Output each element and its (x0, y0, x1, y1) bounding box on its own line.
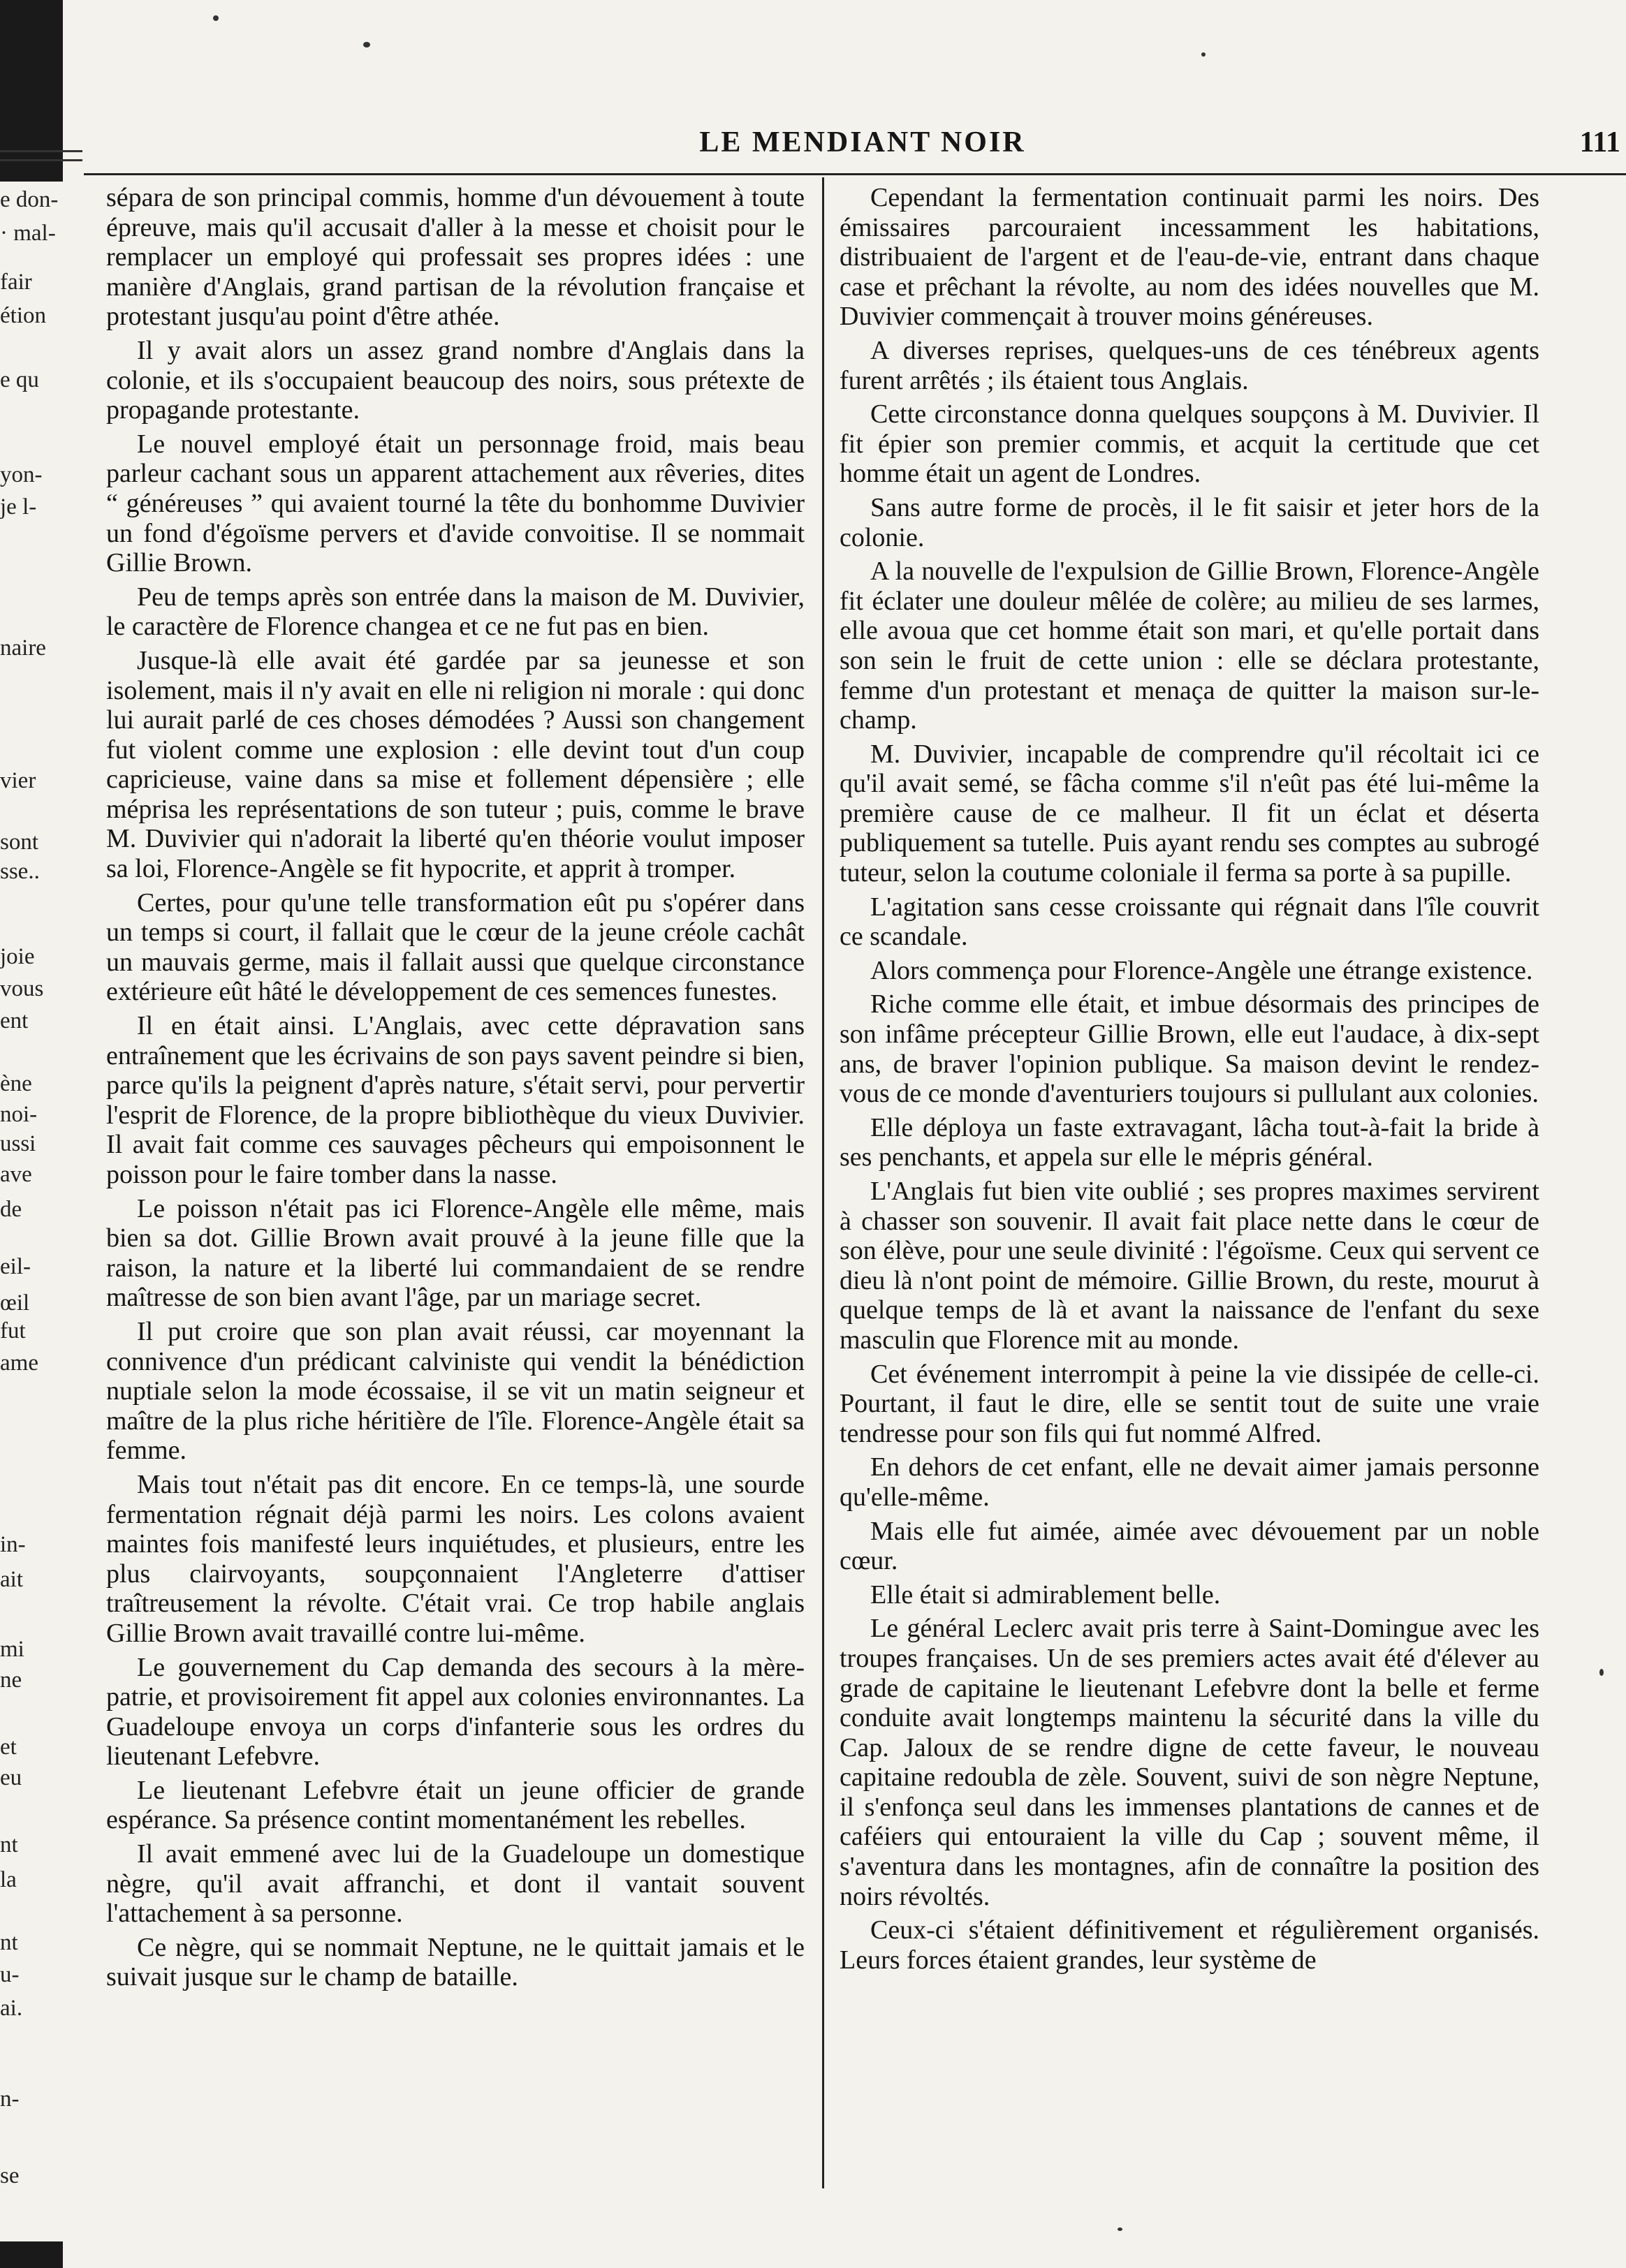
page-number: 111 (1579, 126, 1620, 159)
paragraph: L'agitation sans cesse croissante qui régnait dans l'île couvrit ce scandale. (840, 892, 1539, 952)
previous-page-fragment: œil (0, 1290, 30, 1316)
previous-page-fragment: e don- (0, 187, 59, 212)
previous-page-fragment: ave (0, 1162, 32, 1187)
previous-page-fragment: sse.. (0, 859, 40, 884)
paragraph: L'Anglais fut bien vite oublié ; ses propres maximes servirent à chasser son souvenir. Il avait fait place nette dans le cœur de son élève, pour une seule divinité : l'égoïsme. Ceux qui servent ce dieu là n'ont point de mémoire. Gillie Brown, du reste, mourut à quelque temps de là et avant la naissance de l'enfant du sexe masculin que Florence mit au monde. (840, 1177, 1539, 1355)
paragraph: En dehors de cet enfant, elle ne devait aimer jamais personne qu'elle-même. (840, 1452, 1539, 1512)
previous-page-fragment: ait (0, 1567, 23, 1592)
previous-page-fragment: · mal- (0, 221, 56, 246)
paragraph: Le général Leclerc avait pris terre à Saint-Domingue avec les troupes françaises. Un de ses premiers actes avait été d'élever au grade de capitaine le lieutenant Lefebvre dont la belle et ferme conduite avait longtemps maintenu la sécurité dans la ville du Cap. Jaloux de se rendre digne de cette faveur, le nouveau capitaine redoubla de zèle. Souvent, suivi de son nègre Neptune, il s'enfonça seul dans les immenses plantations de cannes et de caféiers qui entouraient la ville du Cap ; souvent même, il s'aventura dans les montagnes, afin de connaître la position des noirs révoltés. (840, 1614, 1539, 1911)
header-rule (84, 173, 1626, 175)
text-column-left (106, 183, 805, 1996)
paragraph: Jusque-là elle avait été gardée par sa jeunesse et son isolement, mais il n'y avait en elle ni religion ni morale : qui donc lui aurait parlé de ces choses démodées ? Aussi son changement fut violent comme une explosion : elle devint tout d'un coup capricieuse, vaine dans sa mise et follement dépensière ; elle méprisa les représentations de son tuteur ; puis, comme le brave M. Duvivier qui n'adorait la liberté qu'en théorie voulut imposer sa loi, Florence-Angèle se fit hypocrite, et apprit à tromper. (106, 645, 805, 884)
previous-page-fragment: e qu (0, 367, 39, 392)
paragraph: Mais elle fut aimée, aimée avec dévouement par un noble cœur. (840, 1516, 1539, 1576)
paragraph: Il en était ainsi. L'Anglais, avec cette dépravation sans entraînement que les écrivains de son pays savent peindre si bien, parce qu'ils la peignent d'après nature, s'était servi, pour pervertir l'esprit de Florence, de la propre bibliothèque du vieux Duvivier. Il avait fait comme ces sauvages pêcheurs qui empoisonnent le poisson pour le faire tomber dans la nasse. (106, 1011, 805, 1189)
previous-page-fragment: je l- (0, 494, 37, 520)
previous-page-fragment: vous (0, 976, 44, 1001)
paragraph: A diverses reprises, quelques-uns de ces ténébreux agents furent arrêtés ; ils étaient tous Anglais. (840, 335, 1539, 395)
previous-page-fragment: joie (0, 944, 35, 969)
previous-page-fragment: fair (0, 270, 32, 295)
ink-speck (1201, 52, 1206, 57)
paragraph: Riche comme elle était, et imbue désormais des principes de son infâme précepteur Gillie Brown, elle eut l'audace, à dix-sept ans, de braver l'opinion publique. Sa maison devint le rendez-vous de ce monde d'aventuriers toujours si pullulant aux colonies. (840, 989, 1539, 1109)
paragraph: Le nouvel employé était un personnage froid, mais beau parleur cachant sous un apparent attachement aux rêveries, dites “ généreuses ” qui avaient tourné la tête du bonhomme Duvivier un fond d'égoïsme pervers et d'avide convoitise. Il se nommait Gillie Brown. (106, 429, 805, 578)
paragraph: Elle était si admirablement belle. (870, 1580, 1221, 1610)
previous-page-fragment: n- (0, 2086, 20, 2112)
paragraph: M. Duvivier, incapable de comprendre qu'il récoltait ici ce qu'il avait semé, se fâcha comme s'il n'eût pas été lui-même la première cause de ce malheur. Il fit un éclat et déserta publiquement sa tutelle. Puis ayant rendu ses comptes au subrogé tuteur, selon la coutume coloniale il ferma sa porte à sa pupille. (840, 739, 1539, 888)
previous-page-fragment: nt (0, 1832, 18, 1857)
previous-page-fragment: sont (0, 830, 39, 855)
ink-speck (1599, 1669, 1604, 1676)
paragraph: Alors commença pour Florence-Angèle une étrange existence. (870, 955, 1533, 985)
previous-page-fragment: ent (0, 1008, 29, 1033)
previous-page-fragment: eil- (0, 1254, 31, 1279)
ink-speck (213, 15, 219, 21)
running-title: LE MENDIANT NOIR (699, 126, 1026, 159)
previous-page-fragment: étion (0, 303, 46, 328)
paragraph: Ce nègre, qui se nommait Neptune, ne le quittait jamais et le suivait jusque sur le champ de bataille. (106, 1932, 805, 1992)
text-column-right (840, 183, 1539, 1979)
paragraph: séparа de son principal commis, homme d'un dévouement à toute épreuve, mais qu'il accusait d'aller à la messe et choisit pour le remplacer un employé qui professait ses propres idées : une manière d'Anglais, grand partisan de la révolution française et protestant jusqu'au point d'être athée. (106, 183, 805, 332)
previous-page-fragment: nt (0, 1930, 18, 1955)
previous-page-fragment: ne (0, 1667, 22, 1693)
previous-page-fragment: ussi (0, 1131, 36, 1156)
previous-page-fragment: eu (0, 1765, 22, 1790)
paragraph: Il put croire que son plan avait réussi, car moyennant la connivence d'un prédicant calviniste qui vendit la bénédiction nuptiale selon la mode écossaise, il se vit un matin seigneur et maître de la plus riche héritière de l'île. Florence-Angèle était sa femme. (106, 1316, 805, 1466)
paragraph: Mais tout n'était pas dit encore. En ce temps-là, une sourde fermentation régnait déjà parmi les noirs. Les colons avaient maintes fois manifesté leurs inquiétudes, et plusieurs, entre les plus clairvoyants, soupçonnaient l'Angleterre d'attiser traîtreusement la révolte. C'était vrai. Ce trop habile anglais Gillie Brown avait travaillé contre lui-même. (106, 1469, 805, 1648)
previous-page-fragment: vier (0, 768, 36, 793)
previous-page-fragment: de (0, 1197, 22, 1222)
paragraph: Peu de temps après son entrée dans la maison de M. Duvivier, le caractère de Florence changea et ce ne fut pas en bien. (106, 582, 805, 642)
paragraph: Cependant la fermentation continuait parmi les noirs. Des émissaires parcouraient incessamment les habitations, distribuaient de l'argent et de l'eau-de-vie, entrant dans chaque case et prêchant la révolte, au nom des idées nouvelles que M. Duvivier commençait à trouver moins généreuses. (840, 183, 1539, 332)
previous-page-fragment: la (0, 1867, 17, 1892)
previous-page-fragment: fut (0, 1318, 26, 1343)
previous-page-edge (0, 182, 82, 2241)
column-divider (822, 177, 824, 2188)
paragraph: Le poisson n'était pas ici Florence-Angèle elle même, mais bien sa dot. Gillie Brown avait prouvé à la jeune fille que la raison, la nature et la liberté lui commandaient de se rendre maîtresse de son bien avant l'âge, par un mariage secret. (106, 1193, 805, 1313)
previous-page-fragment: mi (0, 1637, 24, 1662)
previous-page-fragment: yon- (0, 462, 43, 487)
previous-page-rule (0, 150, 82, 152)
previous-page-fragment: u- (0, 1962, 20, 1987)
newspaper-page (84, 0, 1626, 2268)
previous-page-fragment: ai. (0, 1996, 23, 2021)
previous-page-rule (0, 159, 82, 161)
previous-page-fragment: se (0, 2163, 20, 2188)
previous-page-fragment: ène (0, 1071, 32, 1096)
paragraph: Il y avait alors un assez grand nombre d'Anglais dans la colonie, et ils s'occupaient beaucoup des noirs, sous prétexte de propagande protestante. (106, 335, 805, 425)
paragraph: Elle déploya un faste extravagant, lâcha tout-à-fait la bride à ses penchants, et appela sur elle le mépris général. (840, 1112, 1539, 1172)
paragraph: Le gouvernement du Cap demanda des secours à la mère-patrie, et provisoirement fit appel aux colonies environnantes. La Guadeloupe envoya un corps d'infanterie sous les ordres du lieutenant Lefebvre. (106, 1652, 805, 1772)
previous-page-fragment: naire (0, 635, 46, 661)
page-header (105, 126, 1620, 168)
paragraph: A la nouvelle de l'expulsion de Gillie Brown, Florence-Angèle fit éclater une douleur mêlée de colère; au milieu de ses larmes, elle avoua que cet homme était son mari, et qu'elle portait dans son sein le fruit de cette union : elle se déclara protestante, femme d'un protestant et menaça de quitter la maison sur-le-champ. (840, 557, 1539, 735)
paragraph: Certes, pour qu'une telle transformation eût pu s'opérer dans un temps si court, il fallait que le cœur de la jeune créole cachât un mauvais germe, mais il fallait aussi que quelque circonstance extérieure eût hâté le développement de ces semences funestes. (106, 888, 805, 1007)
previous-page-fragment: ame (0, 1350, 38, 1376)
paragraph: Sans autre forme de procès, il le fit saisir et jeter hors de la colonie. (840, 492, 1539, 552)
ink-speck (363, 42, 370, 47)
previous-page-fragment: et (0, 1735, 17, 1760)
previous-page-fragment: in- (0, 1532, 26, 1557)
previous-page-fragment: noi- (0, 1102, 38, 1127)
paragraph: Ceux-ci s'étaient définitivement et régulièrement organisés. Leurs forces étaient grandes, leur système de (840, 1915, 1539, 1975)
ink-speck (1118, 2228, 1122, 2231)
paragraph: Cette circonstance donna quelques soupçons à M. Duvivier. Il fit épier son premier commis, et acquit la certitude que cet homme était un agent de Londres. (840, 399, 1539, 489)
paragraph: Le lieutenant Lefebvre était un jeune officier de grande espérance. Sa présence contint momentanément les rebelles. (106, 1775, 805, 1835)
paragraph: Cet événement interrompit à peine la vie dissipée de celle-ci. Pourtant, il faut le dire, elle se sentit tout de suite une vraie tendresse pour son fils qui fut nommé Alfred. (840, 1359, 1539, 1448)
paragraph: Il avait emmené avec lui de la Guadeloupe un domestique nègre, qu'il avait affranchi, et dont il vantait souvent l'attachement à sa personne. (106, 1839, 805, 1929)
